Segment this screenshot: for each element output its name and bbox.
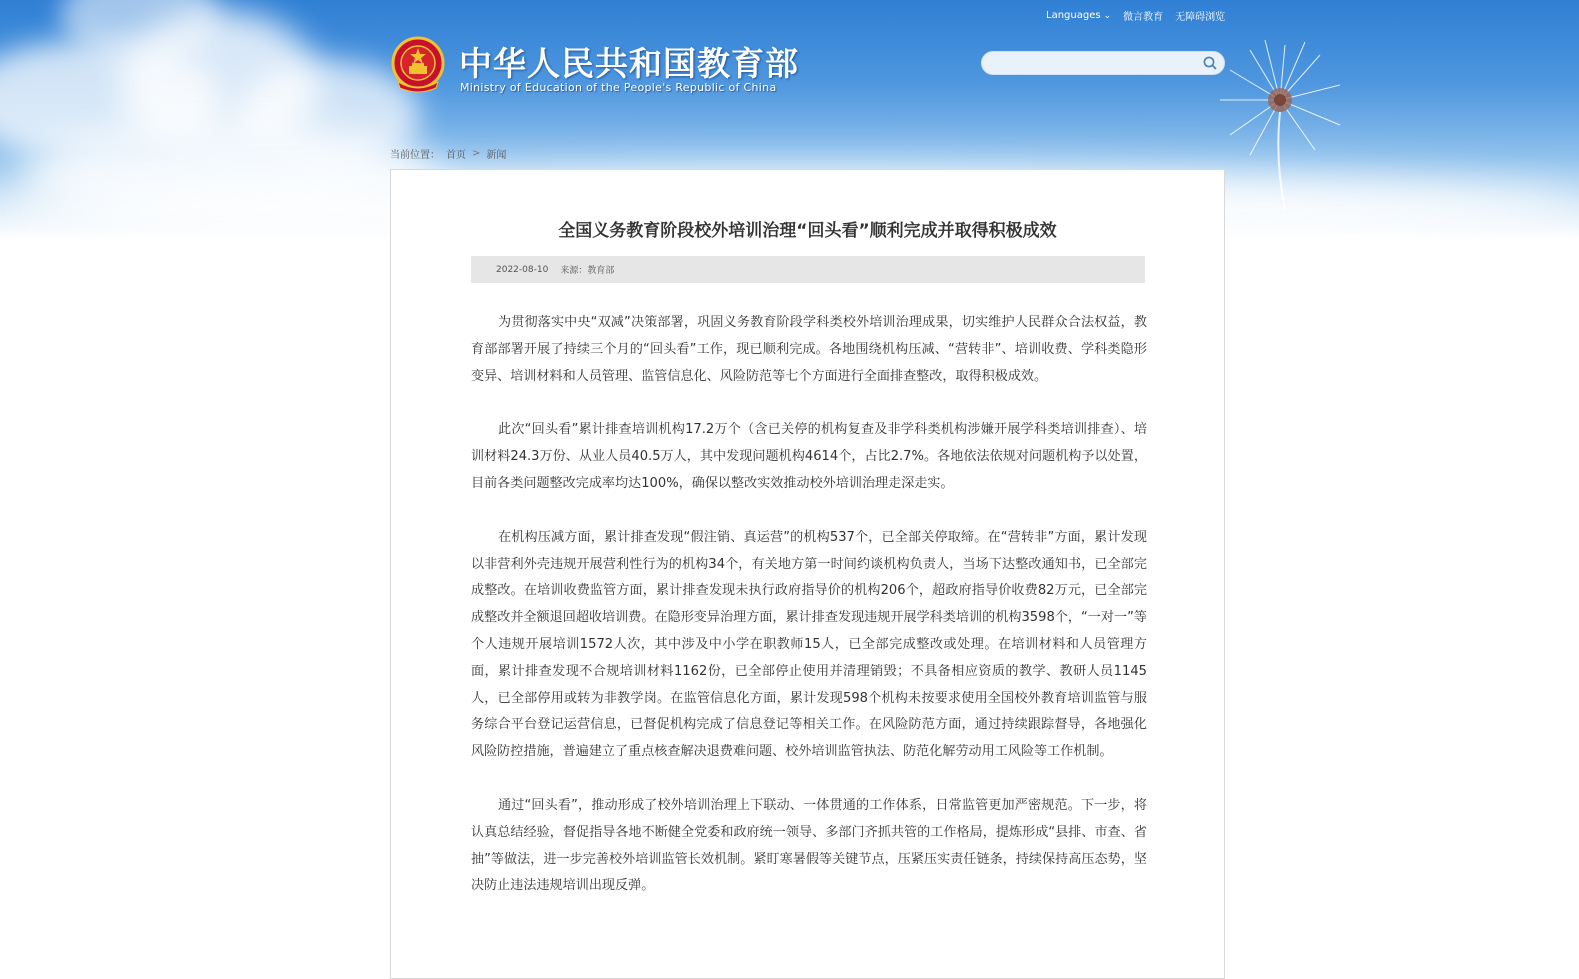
article-title: 全国义务教育阶段校外培训治理“回头看”顺利完成并取得积极成效 (558, 221, 1057, 241)
weiyan-link[interactable]: 微言教育 (1123, 11, 1164, 23)
breadcrumb-home[interactable]: 首页 (446, 149, 466, 161)
breadcrumb-separator: > (472, 147, 481, 159)
accessibility-link[interactable]: 无障碍浏览 (1175, 11, 1226, 23)
breadcrumb-prefix: 当前位置： (390, 149, 440, 161)
chevron-down-icon: ⌄ (1103, 10, 1112, 21)
article-date: 2022-08-10 (496, 264, 549, 275)
article-source: 来源：教育部 (560, 266, 615, 276)
languages-link[interactable] (1046, 10, 1111, 21)
article-paragraph: 此次“回头看”累计排查培训机构17.2万个（含已关停的机构复查及非学科类机构涉嫌开展学科类培训排查）、培训材料24.3万份、从业人员40.5万人，其中发现问题机构4614个，占比2.7%。各地依法依规对问题机构予以处置，目前各类问题整改完成率均达100%，确保以整改实效推动校外培训治理走深走实。 (471, 422, 1147, 491)
search-box (981, 51, 1225, 75)
national-emblem-icon (390, 36, 446, 94)
article-paragraph: 通过“回头看”，推动形成了校外培训治理上下联动、一体贯通的工作体系，日常监管更加严密规范。下一步，将认真总结经验，督促指导各地不断健全党委和政府统一领导、多部门齐抓共管的工作格局，提炼形成“县排、市查、省抽”等做法，进一步完善校外培训监管长效机制。紧盯寒暑假等关键节点，压紧压实责任链条，持续保持高压态势，坚决防止违法违规培训出现反弹。 (471, 797, 1147, 894)
article-paragraph: 在机构压减方面，累计排查发现“假注销、真运营”的机构537个，已全部关停取缔。在“营转非”方面，累计发现以非营利外壳违规开展营利性行为的机构34个，有关地方第一时间约谈机构负责人，当场下达整改通知书，已全部完成整改。在培训收费监管方面，累计排查发现未执行政府指导价的机构206个，超政府指导价收费82万元，已全部完成整改并全额退回超收培训费。在隐形变异治理方面，累计排查发现违规开展学科类培训的机构3598个，“一对一”等个人违规开展培训1572人次，其中涉及中小学在职教师15人，已全部完成整改或处理。在培训材料和人员管理方面，累计排查发现不合规培训材料1162份，已全部停止使用并清理销毁；不具备相应资质的教学、教研人员1145人，已全部停用或转为非教学岗。在监管信息化方面，累计发现598个机构未按要求使用全国校外教育培训监管与服务综合平台登记运营信息，已督促机构完成了信息登记等相关工作。在风险防范方面，通过持续跟踪督导，各地强化风险防控措施，普遍建立了重点核查解决退费难问题、校外培训监管执法、防范化解劳动用工风险等工作机制。 (471, 529, 1147, 760)
site-title[interactable]: 中华人民共和国教育部 (459, 44, 799, 83)
breadcrumb (390, 146, 506, 160)
article-container (390, 169, 1225, 979)
languages-label: Languages (1046, 9, 1101, 21)
breadcrumb-news[interactable]: 新闻 (486, 149, 507, 161)
article-meta (471, 256, 1145, 283)
article-paragraph: 为贯彻落实中央“双减”决策部署，巩固义务教育阶段学科类校外培训治理成果，切实维护人民群众合法权益，教育部部署开展了持续三个月的“回头看”工作，现已顺利完成。各地围绕机构压减、“营转非”、培训收费、学科类隐形变异、培训材料和人员管理、监管信息化、风险防范等七个方面进行全面排查整改，取得积极成效。 (471, 315, 1147, 384)
top-links (1046, 7, 1236, 23)
site-subtitle: Ministry of Education of the People's Republic of China (460, 81, 777, 94)
search-icon[interactable] (1202, 55, 1218, 71)
search-input[interactable] (992, 55, 1201, 73)
article-body (471, 310, 1147, 927)
